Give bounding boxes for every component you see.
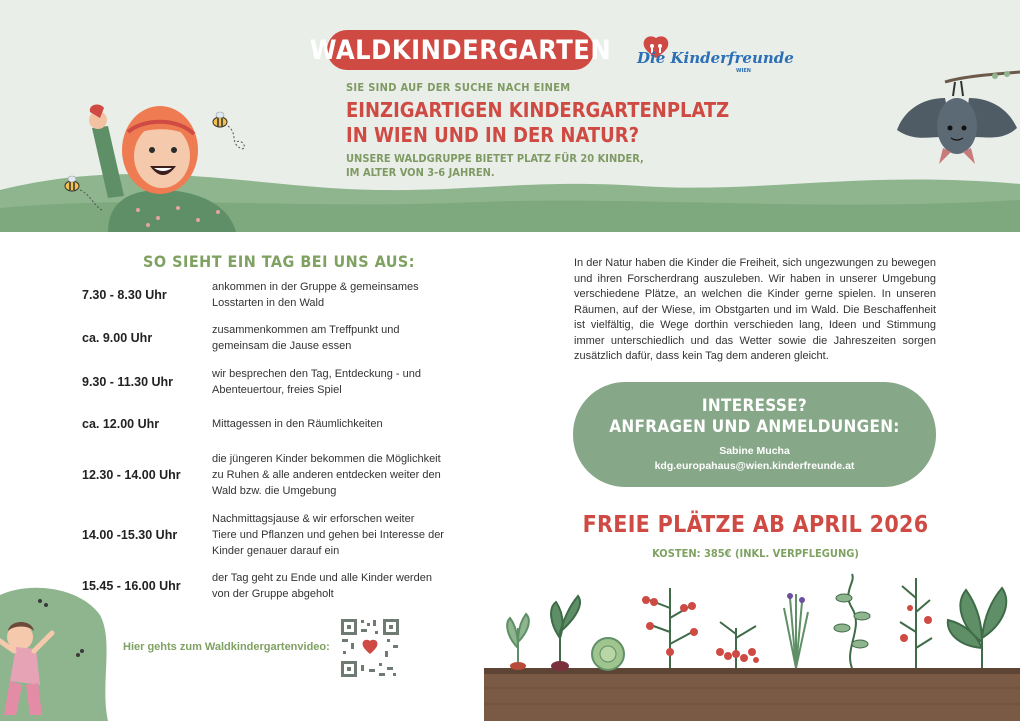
description-line: Nachmittagsjause & wir erforschen weiter (212, 513, 415, 525)
bee-icon (208, 108, 253, 158)
schedule-description (212, 416, 467, 432)
contact-email[interactable]: kdg.europahaus@wien.kinderfreunde.at (654, 460, 855, 472)
description-line: zu Ruhen & alle anderen entdecken weiter den (212, 469, 441, 481)
schedule-title: SO SIEHT EIN TAG BEI UNS AUS: (143, 252, 416, 271)
description-line: Tiere und Pflanzen und gehen bei Interesse der (212, 529, 444, 541)
contact-name: Sabine Mucha (719, 445, 790, 457)
description-line: Kinder genauer darauf ein (212, 545, 340, 557)
intro-line: UNSERE WALDGRUPPE BIETET PLATZ FÜR 20 KINDER, (346, 152, 644, 165)
headline-line: EINZIGARTIGEN KINDERGARTENPLATZ (346, 98, 730, 122)
intro-line: SIE SIND AUF DER SUCHE NACH EINEM (346, 81, 571, 94)
description-line: ankommen in der Gruppe & gemeinsames (212, 281, 419, 293)
header-banner (0, 0, 1020, 232)
bat-illustration (895, 68, 1020, 168)
child-lying-illustration (0, 585, 108, 721)
schedule-time: ca. 9.00 Uhr (82, 331, 153, 345)
page-title: WALDKINDERGARTEN (309, 34, 612, 66)
description-line: Mittagessen in den Räumlichkeiten (212, 418, 383, 430)
schedule-description (212, 451, 467, 499)
schedule-time: ca. 12.00 Uhr (82, 417, 160, 431)
logo-subtext: WIEN (736, 68, 751, 74)
description-line: von der Gruppe abgeholt (212, 588, 334, 600)
bee-icon (60, 172, 110, 222)
schedule-time: 7.30 - 8.30 Uhr (82, 288, 167, 302)
description-line: Wald bzw. die Umgebung (212, 485, 337, 497)
description-line: die jüngeren Kinder bekommen die Möglichkeit (212, 453, 441, 465)
video-link-label: Hier gehts zum Waldkindergartenvideo: (123, 641, 330, 653)
cost-info: KOSTEN: 385€ (INKL. VERPFLEGUNG) (652, 547, 859, 560)
schedule-time: 14.00 -15.30 Uhr (82, 528, 178, 542)
vegetable-garden-illustration (484, 568, 1020, 721)
cta-heading: INTERESSE? (701, 396, 808, 416)
description-line: gemeinsam die Jause essen (212, 340, 352, 352)
intro-block (346, 81, 766, 180)
schedule-description (212, 279, 467, 311)
qr-code-icon[interactable] (339, 617, 401, 679)
schedule-description (212, 322, 467, 354)
description-line: Losstarten in den Wald (212, 297, 325, 309)
intro-line: IM ALTER VON 3-6 JAHREN. (346, 166, 495, 179)
schedule-time: 12.30 - 14.00 Uhr (82, 468, 181, 482)
description-line: Abenteuertour, freies Spiel (212, 384, 342, 396)
schedule-time: 9.30 - 11.30 Uhr (82, 375, 174, 389)
schedule-description (212, 366, 467, 398)
description-line: wir besprechen den Tag, Entdeckung - und (212, 368, 421, 380)
nature-paragraph: In der Natur haben die Kinder die Freiheit, sich ungezwungen zu bewegen und ihren Forscherdrang auszuleben. Wir haben in unserer Umgebung verschiedene Plätze, an welchen die Kinder gerne spielen. In unseren Räumen, auf der Wiese, im Obstgarten und im Wald. Die Beschaffenheit ist vielfältig, die Wege dorthin verschieden lang, Ideen und Stimmung immer unterschiedlich und das Wetter sowie die Jahreszeiten sorgen zusätzlich dafür, dass kein Tag dem anderen gleicht. (574, 257, 936, 362)
schedule-description (212, 570, 467, 602)
schedule-time: 15.45 - 16.00 Uhr (82, 579, 181, 593)
logo-text: Die Kinderfreunde (637, 49, 794, 67)
contact-callout (573, 382, 936, 487)
headline-line: IN WIEN UND IN DER NATUR? (346, 123, 640, 147)
description-line: der Tag geht zu Ende und alle Kinder werden (212, 572, 432, 584)
page-title-pill (309, 30, 612, 70)
schedule-description (212, 511, 467, 559)
cta-heading: ANFRAGEN UND ANMELDUNGEN: (609, 417, 900, 437)
description-line: zusammenkommen am Treffpunkt und (212, 324, 400, 336)
free-places-heading: FREIE PLÄTZE AB APRIL 2026 (582, 512, 929, 538)
